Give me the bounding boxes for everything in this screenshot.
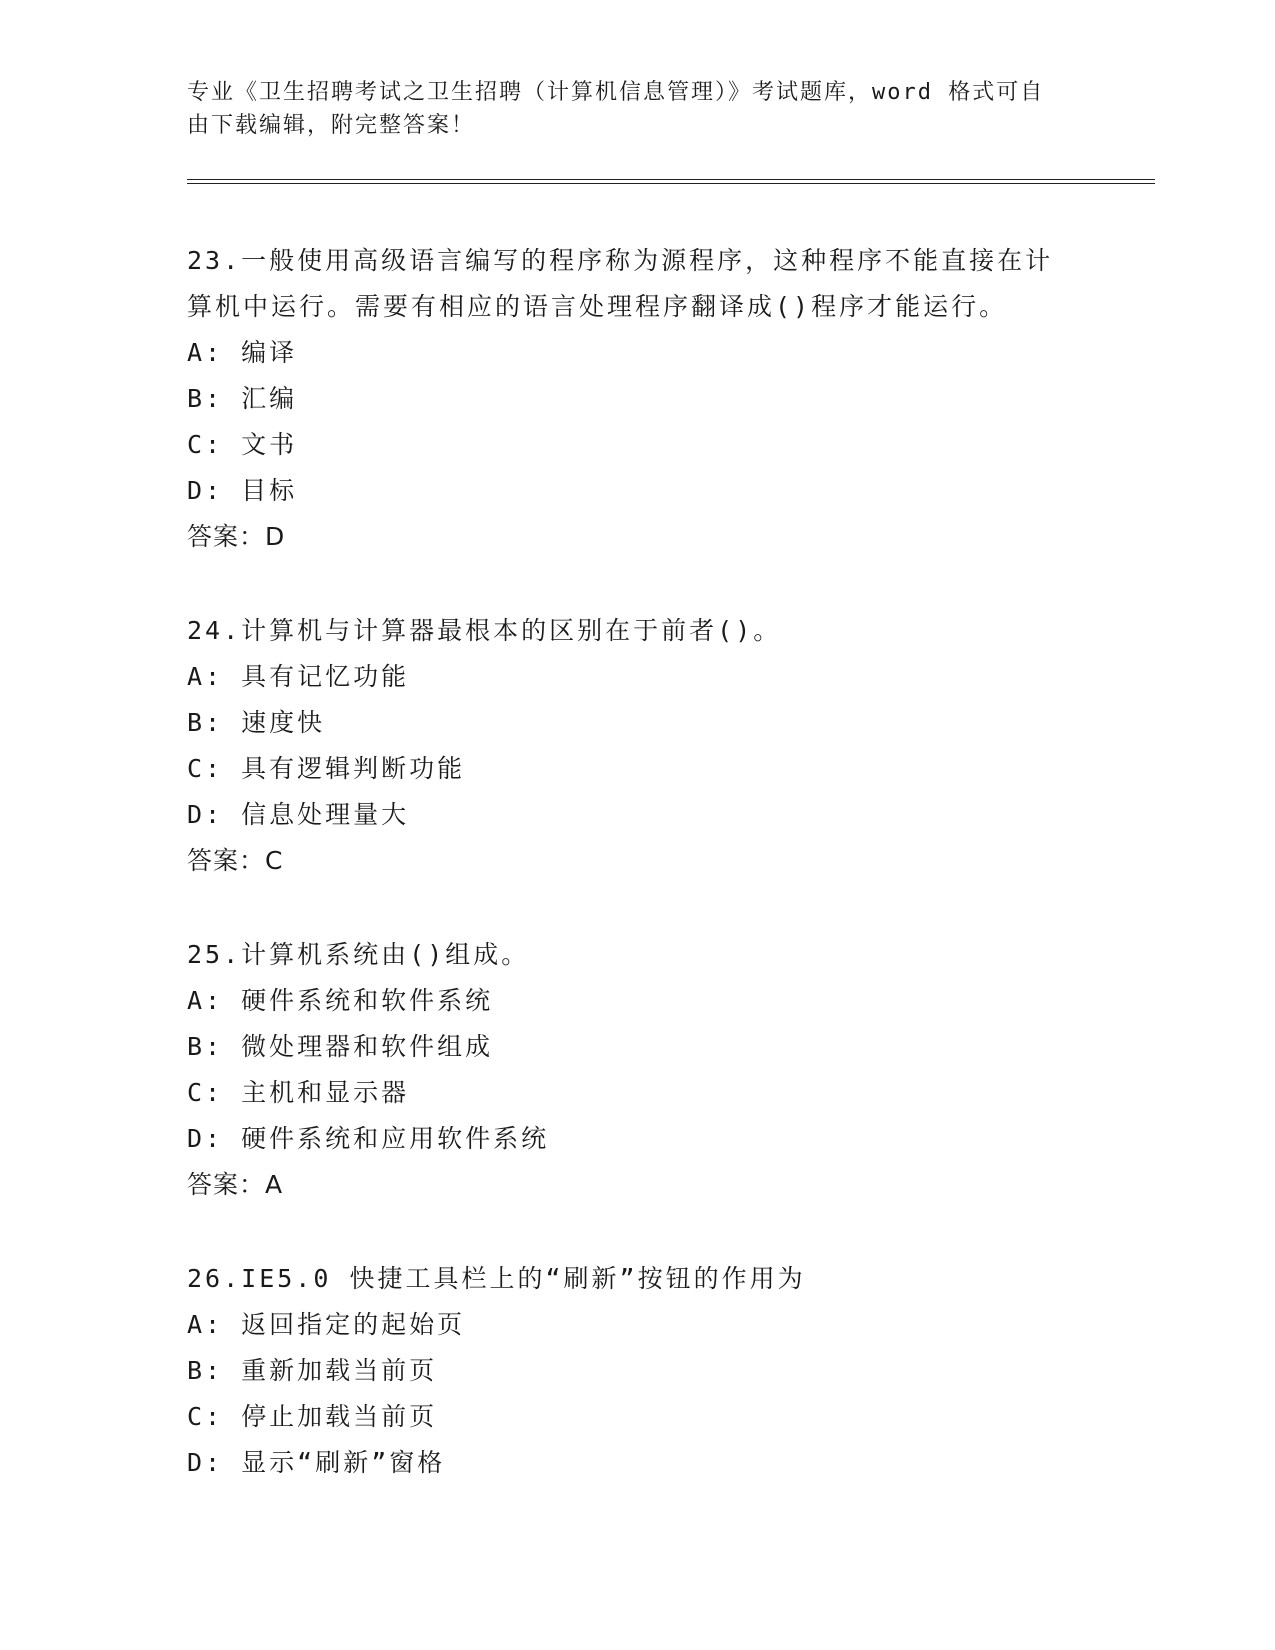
- question-stem-line: 26.IE5.0 快捷工具栏上的“刷新”按钮的作用为: [187, 1264, 806, 1293]
- question-24: [187, 608, 1087, 884]
- answer-label: 答案：D: [187, 522, 286, 551]
- question-stem: [187, 238, 1087, 330]
- question-stem-line: 23.一般使用高级语言编写的程序称为源程序，这种程序不能直接在计: [187, 246, 1054, 275]
- option-b: B: 微处理器和软件组成: [187, 1032, 494, 1061]
- option-a: A: 具有记忆功能: [187, 662, 410, 691]
- option-b: B: 速度快: [187, 708, 326, 737]
- option-c: C: 具有逻辑判断功能: [187, 754, 466, 783]
- document-header: [187, 76, 1067, 142]
- option-a: A: 返回指定的起始页: [187, 1310, 466, 1339]
- option-d: D: 信息处理量大: [187, 800, 410, 829]
- option-c: C: 停止加载当前页: [187, 1402, 438, 1431]
- question-stem: [187, 932, 1087, 978]
- option-d: D: 目标: [187, 476, 298, 505]
- option-c: C: 主机和显示器: [187, 1078, 410, 1107]
- question-stem-line: 25.计算机系统由()组成。: [187, 940, 530, 969]
- option-a: A: 硬件系统和软件系统: [187, 986, 494, 1015]
- option-c: C: 文书: [187, 430, 298, 459]
- option-d: D: 显示“刷新”窗格: [187, 1448, 446, 1477]
- option-b: B: 汇编: [187, 384, 298, 413]
- question-25: [187, 932, 1087, 1208]
- header-line-2: 由下载编辑，附完整答案！: [187, 113, 476, 138]
- header-line-1: 专业《卫生招聘考试之卫生招聘（计算机信息管理）》考试题库，word 格式可自: [187, 80, 1045, 105]
- header-divider-bottom: [187, 183, 1155, 184]
- question-26: [187, 1256, 1087, 1486]
- question-stem: [187, 1256, 1087, 1302]
- question-stem-line: 24.计算机与计算器最根本的区别在于前者()。: [187, 616, 782, 645]
- question-stem: [187, 608, 1087, 654]
- question-23: [187, 238, 1087, 560]
- answer-label: 答案：A: [187, 1170, 284, 1199]
- answer-label: 答案：C: [187, 846, 284, 875]
- option-a: A: 编译: [187, 338, 298, 367]
- question-list: [187, 238, 1087, 1534]
- option-b: B: 重新加载当前页: [187, 1356, 438, 1385]
- question-stem-line: 算机中运行。需要有相应的语言处理程序翻译成()程序才能运行。: [187, 292, 1008, 321]
- option-d: D: 硬件系统和应用软件系统: [187, 1124, 550, 1153]
- header-divider-top: [187, 179, 1155, 180]
